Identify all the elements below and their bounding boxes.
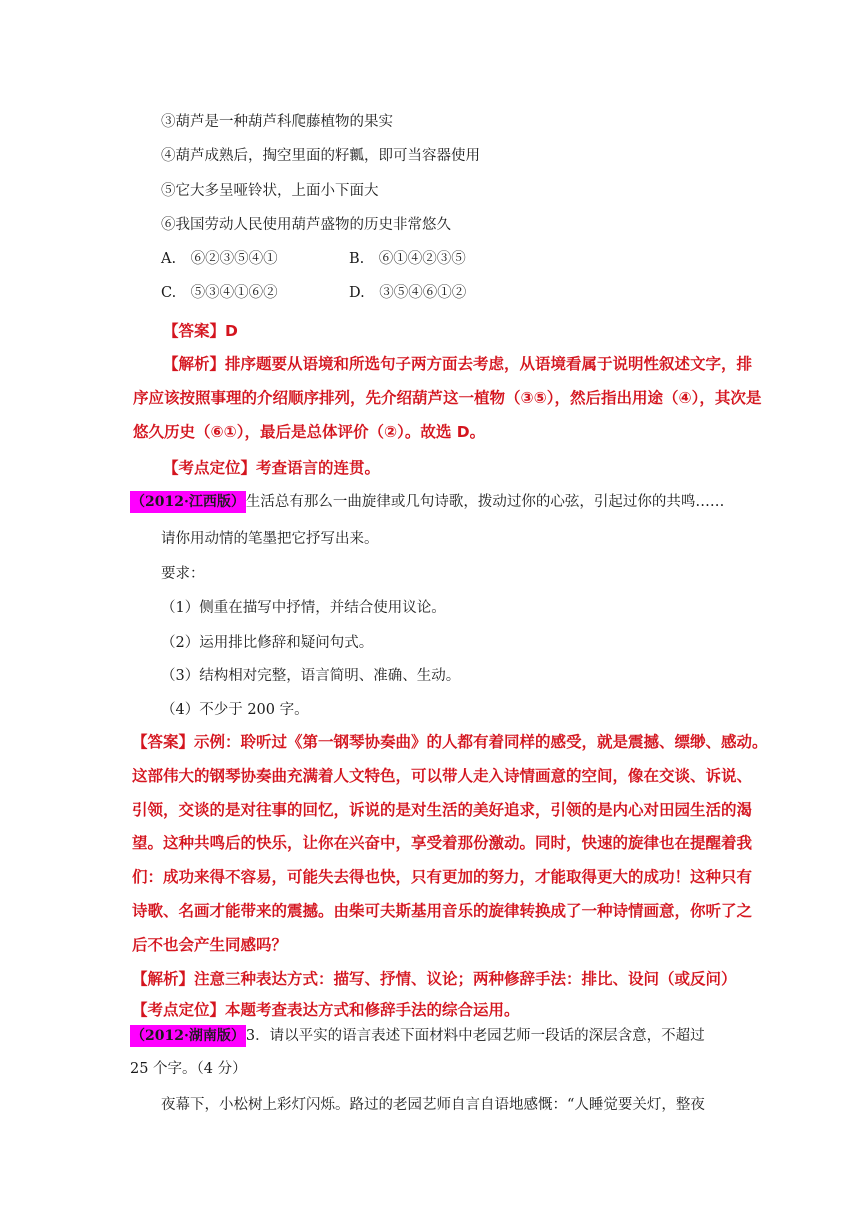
q3-source-tag: （2012·湖南版） (130, 1025, 246, 1047)
q3-stem-line-2: 25 个字。（4 分） (130, 1061, 247, 1077)
sentence-4: ④葫芦成熟后，掏空里面的籽瓤，即可当容器使用 (161, 148, 480, 164)
option-c: C. ⑤③④①⑥② (161, 285, 278, 301)
q2-point: 【考点定位】本题考查表达方式和修辞手法的综合运用。 (132, 1001, 520, 1019)
q1-point: 【考点定位】考查语言的连贯。 (163, 459, 381, 477)
q1-analysis-line-3: 悠久历史（⑥①），最后是总体评价（②）。故选 D。 (133, 423, 486, 441)
q2-answer-line-5: 们：成功来得不容易，可能失去得也快，只有更加的努力，才能取得更大的成功！这种只有 (132, 868, 753, 886)
q2-requirement-2: （2）运用排比修辞和疑问句式。 (161, 635, 374, 651)
q2-answer-line-3: 引领，交谈的是对往事的回忆，诉说的是对生活的美好追求，引领的是内心对田园生活的渴 (132, 801, 753, 819)
q2-answer-line-4: 望。这种共鸣后的快乐，让你在兴奋中，享受着那份激动。同时，快速的旋律也在提醒着我 (132, 834, 753, 852)
sentence-3: ③葫芦是一种葫芦科爬藤植物的果实 (161, 114, 393, 130)
q2-answer-line-6: 诗歌、名画才能带来的震撼。由柴可夫斯基用音乐的旋律转换成了一种诗情画意，你听了之 (132, 902, 753, 920)
q2-answer-line-2: 这部伟大的钢琴协奏曲充满着人文特色，可以带人走入诗情画意的空间，像在交谈、诉说、 (132, 767, 753, 785)
sentence-5: ⑤它大多呈哑铃状，上面小下面大 (161, 183, 379, 199)
q2-stem-line-2: 请你用动情的笔墨把它抒写出来。 (161, 531, 379, 547)
q2-requirement-1: （1）侧重在描写中抒情，并结合使用议论。 (161, 600, 446, 616)
q3-stem-line-1 (130, 1025, 705, 1047)
q2-analysis: 【解析】注意三种表达方式：描写、抒情、议论；两种修辞手法：排比、设问（或反问） (132, 970, 737, 988)
q3-stem-text: 3．请以平实的语言表述下面材料中老园艺师一段话的深层含意，不超过 (245, 1028, 705, 1044)
q2-requirement-3: （3）结构相对完整，语言简明、准确、生动。 (161, 668, 461, 684)
q1-analysis-line-2: 序应该按照事理的介绍顺序排列，先介绍葫芦这一植物（③⑤），然后指出用途（④），其次是 (133, 389, 762, 407)
option-a: A. ⑥②③⑤④① (161, 251, 278, 267)
q2-answer-line-1: 【答案】示例：聆听过《第一钢琴协奏曲》的人都有着同样的感受，就是震撼、缥缈、感动。 (132, 733, 768, 751)
q1-analysis-line-1: 【解析】排序题要从语境和所选句子两方面去考虑，从语境看属于说明性叙述文字，排 (163, 355, 753, 373)
option-b: B. ⑥①④②③⑤ (349, 251, 466, 267)
q3-passage: 夜幕下，小松树上彩灯闪烁。路过的老园艺师自言自语地感慨：“人睡觉要关灯，整夜 (161, 1097, 705, 1113)
q2-stem-text: 生活总有那么一曲旋律或几句诗歌，拨动过你的心弦，引起过你的共鸣…… (245, 494, 725, 510)
sentence-6: ⑥我国劳动人民使用葫芦盛物的历史非常悠久 (161, 217, 451, 233)
q2-source-tag: （2012·江西版） (130, 491, 246, 513)
option-d: D. ③⑤④⑥①② (349, 285, 467, 301)
q2-answer-line-7: 后不也会产生同感吗？ (132, 936, 288, 954)
q1-answer: 【答案】D (163, 322, 238, 340)
q2-requirements-label: 要求： (161, 566, 205, 582)
q2-requirement-4: （4）不少于 200 字。 (161, 702, 309, 718)
q2-stem-line-1 (130, 491, 724, 513)
